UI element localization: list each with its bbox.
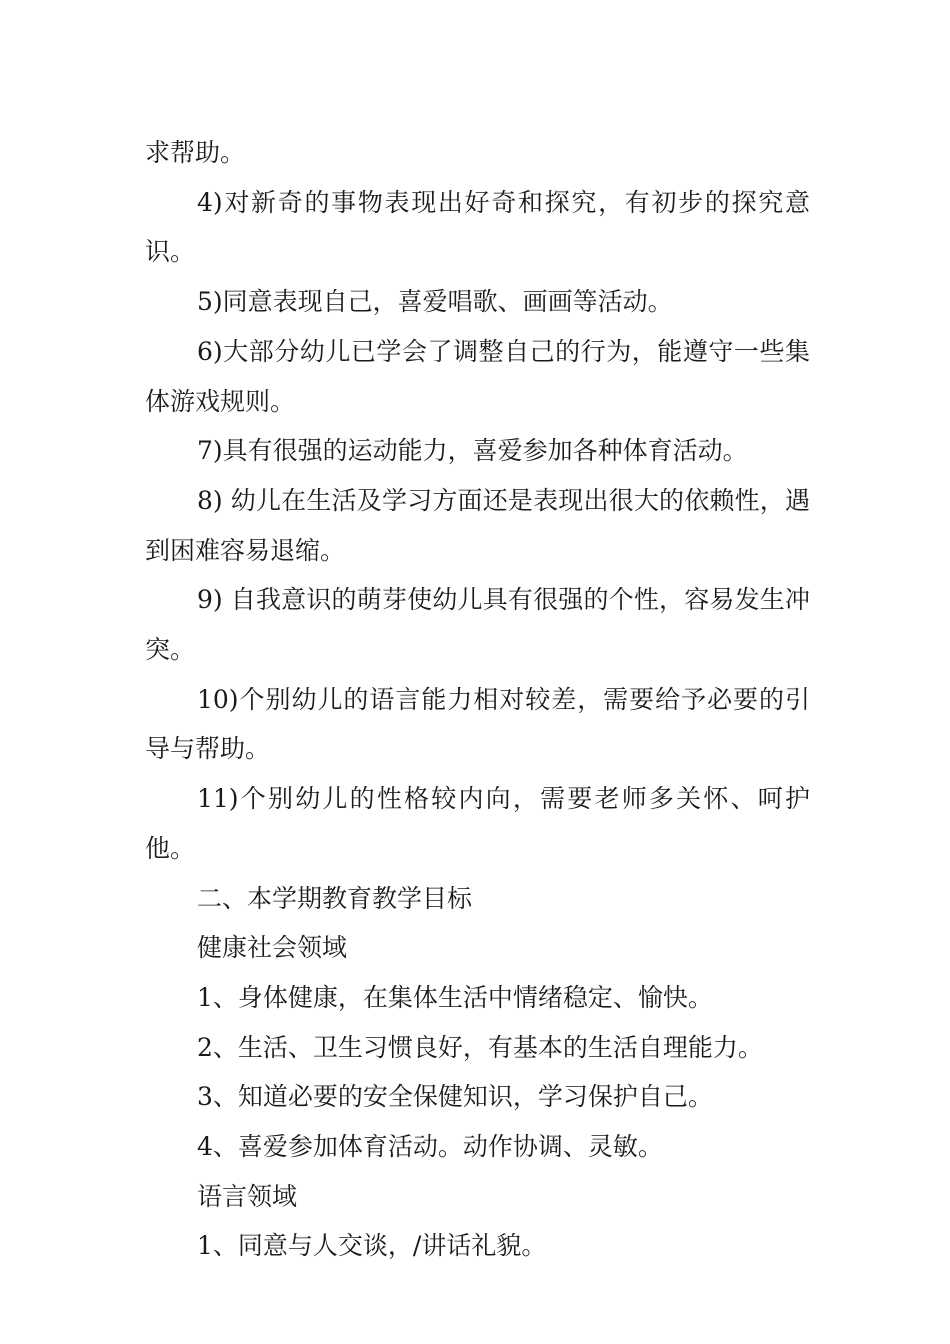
paragraph: 求帮助。 [145,138,246,167]
paragraph: 8) 幼儿在生活及学习方面还是表现出很大的依赖性，遇到困难容易退缩。 [145,485,810,565]
list-item: 1、身体健康，在集体生活中情绪稳定、愉快。 [197,982,713,1012]
list-item: 4、喜爱参加体育活动。动作协调、灵敏。 [197,1132,663,1162]
document-body [145,128,810,1271]
section-heading: 二、本学期教育教学目标 [197,883,473,913]
paragraph: 5)同意表现自己，喜爱唱歌、画画等活动。 [197,287,673,317]
paragraph: 6)大部分幼儿已学会了调整自己的行为，能遵守一些集体游戏规则。 [145,336,810,416]
paragraph: 11)个别幼儿的性格较内向，需要老师多关怀、呵护他。 [145,784,810,863]
paragraph: 10)个别幼儿的语言能力相对较差，需要给予必要的引导与帮助。 [145,684,810,764]
list-item: 3、知道必要的安全保健知识，学习保护自己。 [197,1082,713,1112]
subsection-heading: 健康社会领域 [197,933,348,963]
paragraph: 4)对新奇的事物表现出好奇和探究，有初步的探究意识。 [145,187,810,267]
paragraph: 7)具有很强的运动能力，喜爱参加各种体育活动。 [197,436,748,466]
list-item: 1、同意与人交谈，/讲话礼貌。 [197,1231,547,1261]
paragraph: 9) 自我意识的萌芽使幼儿具有很强的个性，容易发生冲突。 [145,585,810,665]
subsection-heading: 语言领域 [197,1181,298,1211]
list-item: 2、生活、卫生习惯良好，有基本的生活自理能力。 [197,1032,763,1062]
